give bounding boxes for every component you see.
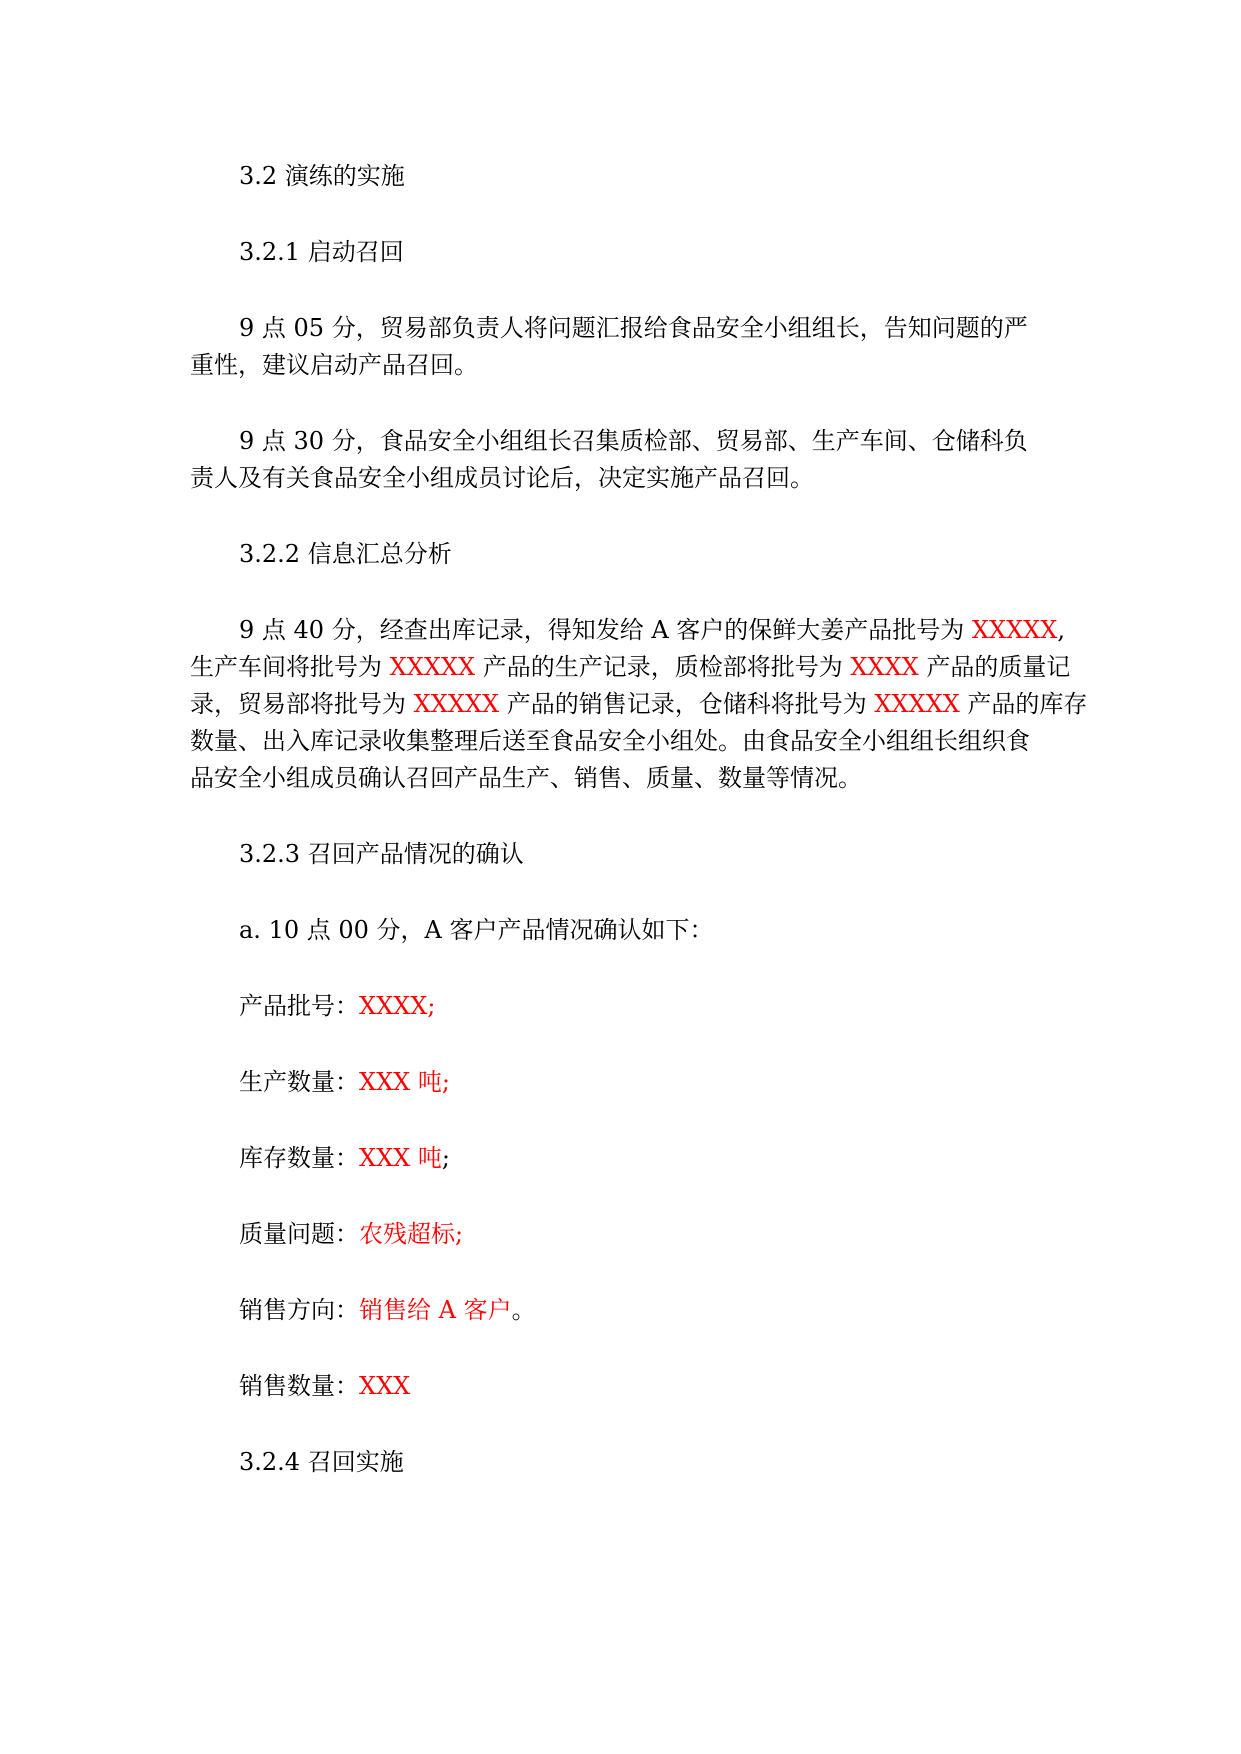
paragraph-decide-recall [190, 423, 1052, 497]
text-run: 产品的销售记录，仓储科将批号为 [499, 690, 875, 718]
field-value: 销售给 A 客户 [359, 1296, 512, 1324]
field-label: 生产数量： [239, 1068, 359, 1096]
placeholder-batch: XXXXX [971, 616, 1058, 644]
paragraph-line: 9 点 30 分，食品安全小组组长召集质检部、贸易部、生产车间、仓储科负 [239, 427, 1028, 455]
field-quality-issue [190, 1216, 1052, 1253]
field-value: 农残超标; [359, 1220, 464, 1248]
heading-3-2-2: 3.2.2 信息汇总分析 [239, 540, 452, 568]
field-production-quantity [190, 1064, 1052, 1101]
paragraph-line: 品安全小组成员确认召回产品生产、销售、质量、数量等情况。 [190, 764, 862, 792]
placeholder-batch: XXXXX [413, 690, 500, 718]
heading-3-2-1: 3.2.1 启动召回 [239, 238, 404, 266]
placeholder-batch: XXXXX [874, 690, 960, 718]
paragraph-line: 重性，建议启动产品召回。 [190, 351, 478, 379]
text-run: 产品的质量记 [918, 653, 1071, 681]
field-sales-quantity [190, 1368, 1052, 1405]
item-a: a. 10 点 00 分，A 客户产品情况确认如下： [239, 916, 714, 944]
field-stock-quantity [190, 1140, 1052, 1177]
text-run: , [1057, 616, 1065, 644]
field-value: XXX 吨; [359, 1068, 450, 1096]
field-label: 销售方向： [239, 1296, 359, 1324]
field-value: XXXX; [359, 992, 436, 1020]
text-run: 录，贸易部将批号为 [190, 690, 414, 718]
field-suffix: 。 [511, 1296, 536, 1324]
paragraph-line [190, 686, 1088, 723]
field-value: XXX 吨 [359, 1144, 442, 1172]
field-suffix: ; [441, 1144, 450, 1172]
field-label: 质量问题： [239, 1220, 359, 1248]
paragraph-line [190, 649, 1071, 686]
field-sales-direction [190, 1292, 1052, 1329]
text-run: 生产车间将批号为 [190, 653, 390, 681]
text-run: 9 点 40 分，经查出库记录，得知发给 A 客户的保鲜大姜产品批号为 [239, 616, 972, 644]
field-batch [190, 988, 1052, 1025]
placeholder-batch: XXXXX [389, 653, 476, 681]
heading-3-2-3: 3.2.3 召回产品情况的确认 [239, 840, 524, 868]
text-run: 产品的生产记录，质检部将批号为 [475, 653, 851, 681]
field-label: 产品批号： [239, 992, 359, 1020]
document-page [190, 158, 1088, 1481]
paragraph-start-recall [190, 310, 1052, 384]
placeholder-batch: XXXX [850, 653, 919, 681]
heading-3-2: 3.2 演练的实施 [239, 162, 405, 190]
paragraph-line [190, 612, 1065, 649]
field-label: 库存数量： [239, 1144, 359, 1172]
text-run: 产品的库存 [959, 690, 1088, 718]
paragraph-line: 9 点 05 分，贸易部负责人将问题汇报给食品安全小组组长，告知问题的严 [239, 314, 1028, 342]
field-label: 销售数量： [239, 1372, 359, 1400]
heading-3-2-4: 3.2.4 召回实施 [239, 1448, 404, 1476]
paragraph-line: 责人及有关食品安全小组成员讨论后，决定实施产品召回。 [190, 464, 814, 492]
field-value: XXX [359, 1372, 411, 1400]
paragraph-line: 数量、出入库记录收集整理后送至食品安全小组处。由食品安全小组组长组织食 [190, 727, 1030, 755]
paragraph-info-summary [190, 612, 1088, 797]
